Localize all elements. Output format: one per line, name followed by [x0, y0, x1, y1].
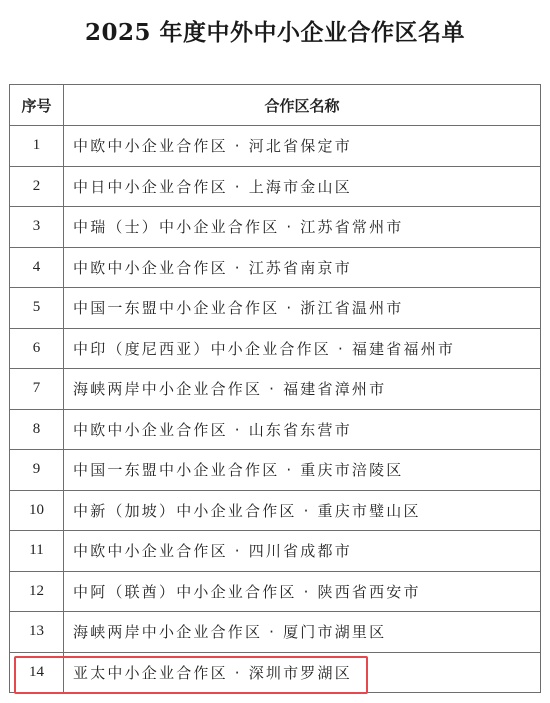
row-number: 9: [10, 450, 64, 491]
page-title: 2025 年度中外中小企业合作区名单: [84, 19, 466, 46]
row-number: 8: [10, 409, 64, 450]
table-row: [10, 531, 541, 572]
zone-name: 中国一东盟中小企业合作区 · 浙江省温州市: [64, 288, 541, 329]
table-row: [10, 328, 541, 369]
zone-name: 中欧中小企业合作区 · 山东省东营市: [64, 409, 541, 450]
zone-name: 海峡两岸中小企业合作区 · 福建省漳州市: [64, 369, 541, 410]
table-row: [10, 612, 541, 653]
row-number: 7: [10, 369, 64, 410]
zone-name: 海峡两岸中小企业合作区 · 厦门市湖里区: [64, 612, 541, 653]
header-number: 序号: [10, 85, 64, 126]
row-number: 6: [10, 328, 64, 369]
zone-name: 中瑞（士）中小企业合作区 · 江苏省常州市: [64, 207, 541, 248]
zone-name: 中欧中小企业合作区 · 四川省成都市: [64, 531, 541, 572]
table-row: [10, 126, 541, 167]
row-number: 3: [10, 207, 64, 248]
zone-name: 中印（度尼西亚）中小企业合作区 · 福建省福州市: [64, 328, 541, 369]
table-row-highlighted: [10, 652, 541, 693]
cooperation-zone-table: [9, 84, 541, 693]
table-header-row: [10, 85, 541, 126]
header-zone-name: 合作区名称: [64, 85, 541, 126]
table-row: [10, 571, 541, 612]
row-number: 1: [10, 126, 64, 167]
row-number: 14: [10, 652, 64, 693]
zone-name: 亚太中小企业合作区 · 深圳市罗湖区: [64, 652, 541, 693]
zone-name: 中欧中小企业合作区 · 江苏省南京市: [64, 247, 541, 288]
table-row: [10, 207, 541, 248]
zone-name: 中新（加坡）中小企业合作区 · 重庆市璧山区: [64, 490, 541, 531]
table-row: [10, 450, 541, 491]
row-number: 13: [10, 612, 64, 653]
row-number: 4: [10, 247, 64, 288]
table-row: [10, 409, 541, 450]
row-number: 2: [10, 166, 64, 207]
table-row: [10, 166, 541, 207]
row-number: 11: [10, 531, 64, 572]
zone-name: 中阿（联酋）中小企业合作区 · 陕西省西安市: [64, 571, 541, 612]
zone-name: 中日中小企业合作区 · 上海市金山区: [64, 166, 541, 207]
row-number: 12: [10, 571, 64, 612]
zone-name: 中欧中小企业合作区 · 河北省保定市: [64, 126, 541, 167]
row-number: 10: [10, 490, 64, 531]
table-row: [10, 247, 541, 288]
table-row: [10, 288, 541, 329]
zone-name: 中国一东盟中小企业合作区 · 重庆市涪陵区: [64, 450, 541, 491]
table-row: [10, 369, 541, 410]
row-number: 5: [10, 288, 64, 329]
table-row: [10, 490, 541, 531]
